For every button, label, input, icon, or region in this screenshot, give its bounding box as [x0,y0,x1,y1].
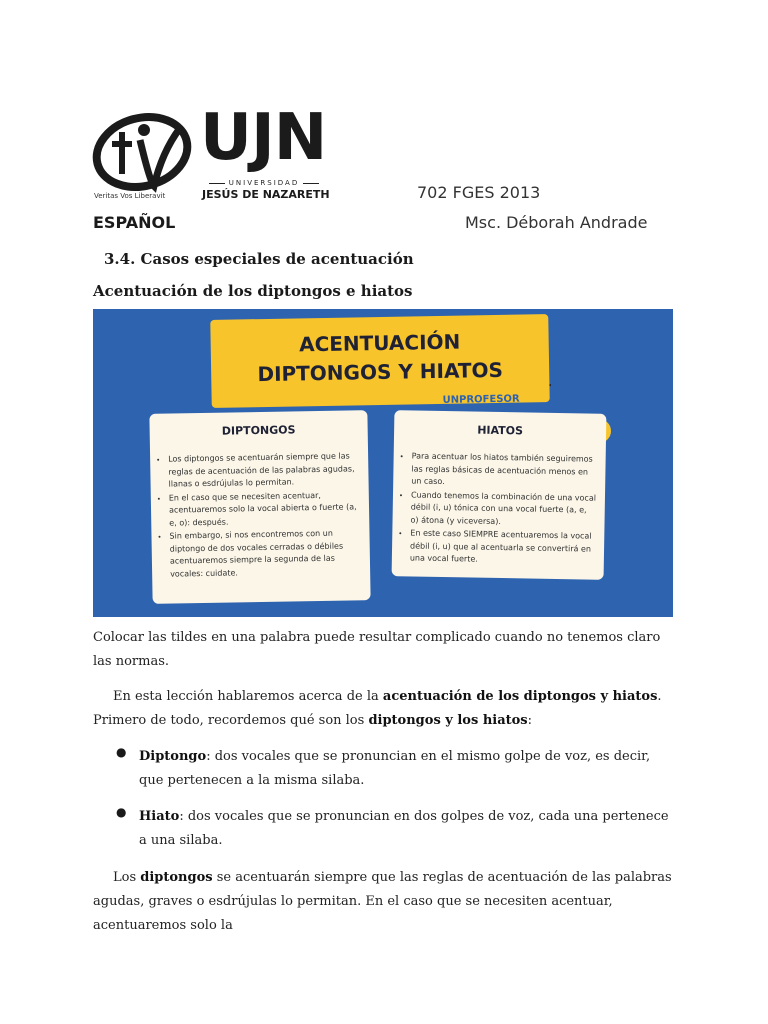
term: Hiato [139,809,180,824]
bullet-icon: ● [116,805,127,819]
paragraph-text: se acentuarán siempre que las reglas de acentuación de las palabras agudas, graves o esdrújulas lo permitan. En el caso que se necesiten acentuar, acentuaremos solo la [93,870,672,933]
logo-university: UNIVERSIDAD [202,179,326,187]
bold-text: diptongos [140,870,213,885]
definition-diptongo [139,745,669,793]
infographic [93,309,673,617]
lesson-title: Acentuación de los diptongos e hiatos [93,282,413,300]
hiatos-list [402,450,598,569]
paragraph-intro [93,626,668,674]
definition-text: : dos vocales que se pronuncian en dos golpes de voz, cada una pertenece a una silaba. [139,809,669,848]
bold-text: acentuación de los diptongos y hiatos [382,689,658,704]
list-item: • En este caso SIEMPRE acentuaremos la vocal débil (i, u) que al acentuarla se convertirá en una vocal fuerte. [410,527,597,568]
list-item: • Para acentuar los hiatos también seguiremos las reglas básicas de acentuación menos en un caso. [411,450,598,491]
course-code: 702 FGES 2013 [417,183,541,202]
infographic-banner [210,314,549,408]
logo-letters: UJN [200,101,327,175]
diptongos-list [160,450,362,581]
diptongos-heading: DIPTONGOS [221,423,296,438]
list-item: • Los diptongos se acentuarán siempre que las reglas de acentuación de las palabras agudas, llanas o esdrújulas lo permitan. [168,450,361,491]
logo-motto: Veritas Vos Liberavit [94,192,166,200]
logo-emblem-icon [92,112,192,198]
brand-label: UNPROFESOR [442,393,520,406]
university-logo [92,101,332,207]
paragraph-lesson [93,685,668,733]
hiatos-heading: HIATOS [477,423,524,438]
list-item: • Sin embargo, si nos encontremos con un diptongo de dos vocales cerradas o débiles acentuaremos siempre la segunda de las vocales: cuidate. [169,527,362,580]
logo-name: JESÚS DE NAZARETH [202,188,330,201]
list-item: • Cuando tenemos la combinación de una vocal débil (i, u) tónica con una vocal fuerte (a, e, o) átona (y viceversa). [410,489,597,530]
list-item: • En el caso que se necesiten acentuar, acentuaremos solo la vocal abierta o fuerte (a, e, o): después. [169,489,362,530]
bold-text: diptongos y los hiatos [368,713,528,728]
paragraph-text: Los [113,870,141,885]
hiatos-card [392,410,607,580]
subject: ESPAÑOL [93,213,176,232]
paragraph-text: En esta lección hablaremos acerca de la [113,689,383,704]
paragraph-text: : [527,713,533,728]
teacher-name: Msc. Déborah Andrade [465,213,648,232]
definition-hiato [139,805,669,853]
bullet-icon: ● [116,745,127,759]
paragraph-text: Colocar las tildes en una palabra puede resultar complicado cuando no tenemos claro las normas. [93,630,661,669]
infographic-title-line2: DIPTONGOS Y HIATOS [257,357,504,387]
diptongos-card [149,410,370,604]
infographic-title-line1: ACENTUACIÓN [298,329,461,357]
paragraph-diptongos [93,866,673,938]
section-title: 3.4. Casos especiales de acentuación [104,250,414,268]
term: Diptongo [139,749,207,764]
definition-text: : dos vocales que se pronuncian en el mismo golpe de voz, es decir, que pertenecen a la misma silaba. [139,749,651,788]
paragraph-text: . Primero de todo, recordemos qué son los [93,689,662,728]
